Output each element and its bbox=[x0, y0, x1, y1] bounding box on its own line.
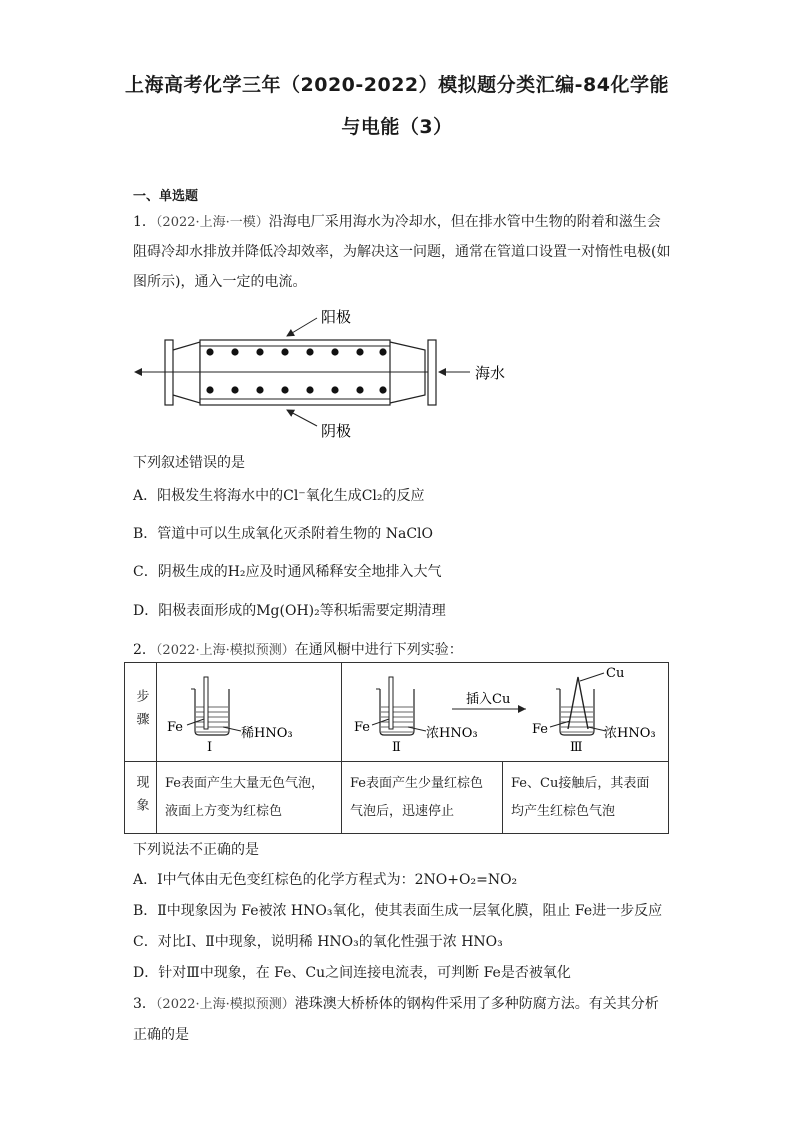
obs1-line1: Fe表面产生大量无色气泡， bbox=[165, 775, 325, 791]
step-header: 步骤 bbox=[125, 663, 157, 762]
obs2-line1: Fe表面产生少量红棕色 bbox=[350, 775, 484, 791]
q1-source: （2022·上海·一模） bbox=[155, 215, 269, 230]
q2-text: 在通风橱中进行下列实验： bbox=[294, 642, 463, 658]
section-heading: 一、单选题 bbox=[133, 189, 199, 204]
q2-option-c: C．对比Ⅰ、Ⅱ中现象，说明稀 HNO₃的氧化性强于浓 HNO₃ bbox=[133, 934, 503, 950]
q1-option-c: C．阴极生成的H₂应及时通风稀释安全地排入大气 bbox=[133, 564, 442, 580]
q1-stem-line2: 阻碍冷却水排放并降低冷却效率，为解决这一问题，通常在管道口设置一对惰性电极(如 bbox=[133, 244, 671, 260]
q1-option-d: D．阳极表面形成的Mg(OH)₂等积垢需要定期清理 bbox=[133, 603, 446, 619]
document-title-line1: 上海高考化学三年（2020-2022）模拟题分类汇编-84化学能 bbox=[125, 74, 669, 96]
fig3-numeral: Ⅲ bbox=[570, 740, 583, 755]
q2-option-b: B．Ⅱ中现象因为 Fe被浓 HNO₃氧化，使其表面生成一层氧化膜，阻止 Fe进一步反应 bbox=[133, 903, 663, 919]
document-title-line2: 与电能（3） bbox=[341, 116, 453, 138]
q1-stem-line1 bbox=[133, 212, 661, 233]
seawater-label: 海水 bbox=[475, 364, 506, 382]
fig1-fe-label: Fe bbox=[167, 720, 184, 735]
fig2-fe-label: Fe bbox=[354, 720, 371, 735]
beaker-figure-1 bbox=[157, 663, 341, 757]
q3-source: （2022·上海·模拟预测） bbox=[155, 997, 295, 1012]
fig1-acid-label: 稀HNO₃ bbox=[241, 726, 293, 741]
insert-cu-label: 插入Cu bbox=[466, 692, 511, 707]
q2-source: （2022·上海·模拟预测） bbox=[155, 643, 295, 658]
fig3-cu-label: Cu bbox=[606, 666, 625, 681]
q1-number: 1． bbox=[133, 214, 156, 230]
obs1-line2: 液面上方变为红棕色 bbox=[165, 803, 283, 819]
fig2-numeral: Ⅱ bbox=[392, 740, 401, 755]
obs3-line1: Fe、Cu接触后，其表面 bbox=[511, 775, 650, 791]
table-row-observations bbox=[125, 762, 669, 834]
q3-text: 港珠澳大桥桥体的钢构件采用了多种防腐方法。有关其分析 bbox=[294, 996, 659, 1012]
q2-option-a: A．Ⅰ中气体由无色变红棕色的化学方程式为：2NO+O₂=NO₂ bbox=[133, 872, 518, 888]
observation-cell-1 bbox=[157, 762, 342, 834]
fig1-numeral: Ⅰ bbox=[207, 740, 213, 755]
observation-cell-3 bbox=[503, 762, 669, 834]
observation-cell-2 bbox=[342, 762, 503, 834]
right-flange bbox=[428, 340, 436, 405]
q1-text: 沿海电厂采用海水为冷却水，但在排水管中生物的附着和滋生会 bbox=[268, 214, 661, 230]
q2-option-d: D．针对Ⅲ中现象，在 Fe、Cu之间连接电流表，可判断 Fe是否被氧化 bbox=[133, 965, 571, 981]
q2-stem-line1 bbox=[133, 640, 463, 661]
obs3-line2: 均产生红棕色气泡 bbox=[511, 803, 616, 819]
q3-stem-line1 bbox=[133, 994, 659, 1015]
observation-header: 现象 bbox=[125, 762, 157, 834]
obs2-line2: 气泡后，迅速停止 bbox=[350, 803, 455, 819]
q1-option-a: A．阳极发生将海水中的Cl⁻氧化生成Cl₂的反应 bbox=[133, 488, 425, 504]
q1-electrode-diagram bbox=[125, 300, 525, 445]
q1-stem-line3: 图所示)，通入一定的电流。 bbox=[133, 274, 307, 290]
q2-prompt: 下列说法不正确的是 bbox=[133, 842, 259, 858]
fig2-acid-label: 浓HNO₃ bbox=[426, 726, 478, 741]
anode-label: 阳极 bbox=[321, 308, 352, 326]
cathode-label: 阴极 bbox=[321, 422, 352, 440]
q2-number: 2． bbox=[133, 642, 156, 658]
step-cell-2-3 bbox=[342, 663, 669, 762]
fig3-acid-label: 浓HNO₃ bbox=[604, 726, 656, 741]
beaker-figure-2-3 bbox=[342, 663, 668, 757]
q3-stem-line2: 正确的是 bbox=[133, 1027, 189, 1043]
table-row-steps bbox=[125, 663, 669, 762]
q1-prompt: 下列叙述错误的是 bbox=[133, 455, 245, 471]
step-cell-1 bbox=[157, 663, 342, 762]
q1-option-b: B．管道中可以生成氧化灭杀附着生物的 NaClO bbox=[133, 526, 434, 542]
experiment-table bbox=[124, 662, 669, 834]
fig3-fe-label: Fe bbox=[532, 722, 549, 737]
q3-number: 3． bbox=[133, 996, 156, 1012]
